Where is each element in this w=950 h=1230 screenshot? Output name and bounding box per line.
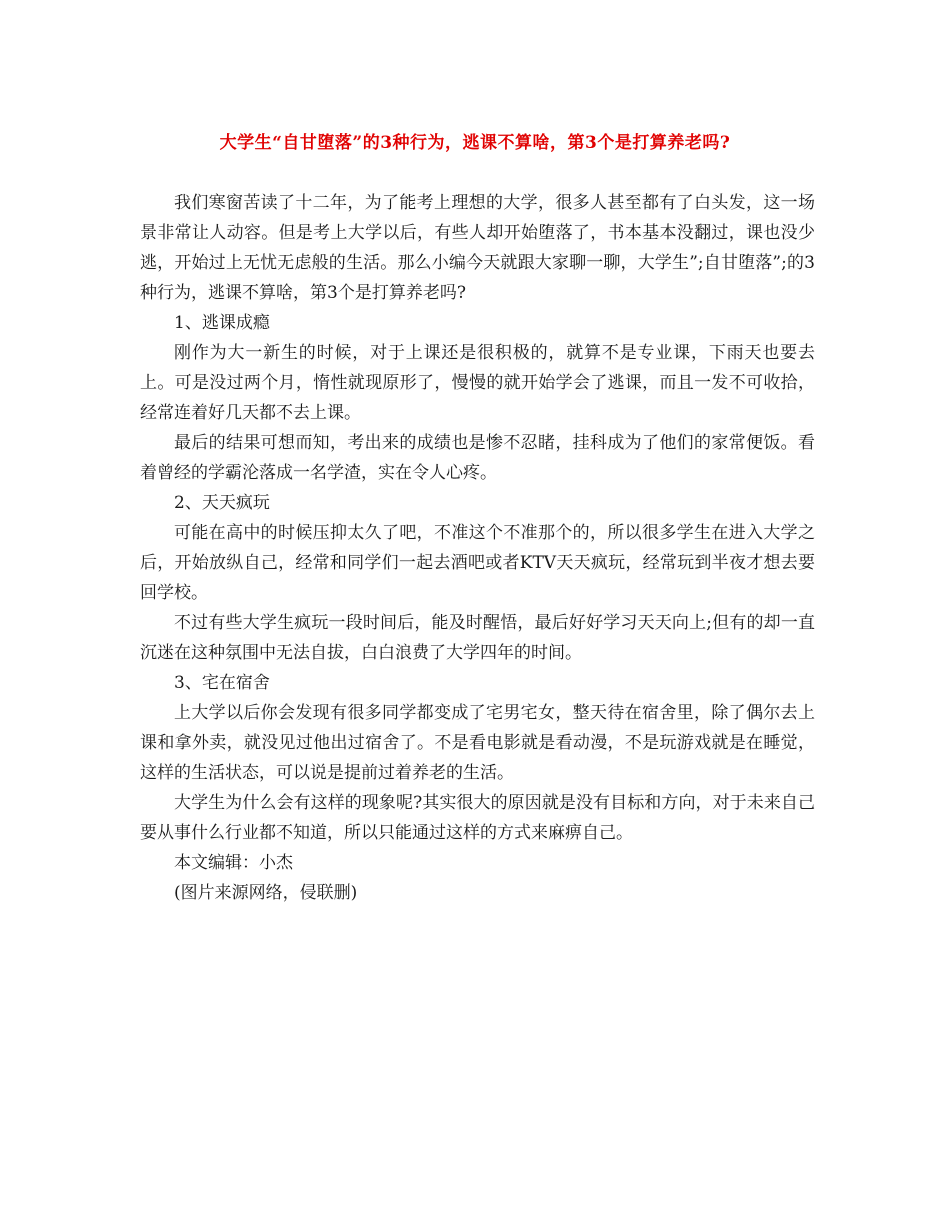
- paragraph: 上大学以后你会发现有很多同学都变成了宅男宅女，整天待在宿舍里，除了偶尔去上课和拿外卖，就没见过他出过宿舍了。不是看电影就是看动漫，不是玩游戏就是在睡觉，这样的生活状态，可以说是提前过着养老的生活。: [140, 703, 815, 783]
- section-heading-3: 3、宅在宿舍: [174, 673, 270, 693]
- image-source-note: (图片来源网络，侵联删): [174, 883, 358, 903]
- paragraph: 最后的结果可想而知，考出来的成绩也是惨不忍睹，挂科成为了他们的家常便饭。看着曾经的学霸沦落成一名学渣，实在令人心疼。: [140, 433, 815, 483]
- document-body: [140, 188, 815, 908]
- paragraph: 大学生为什么会有这样的现象呢?其实很大的原因就是没有目标和方向，对于未来自己要从事什么行业都不知道，所以只能通过这样的方式来麻痹自己。: [140, 793, 815, 843]
- document-title: 大学生“自甘堕落”的3种行为，逃课不算啥，第3个是打算养老吗?: [219, 133, 731, 153]
- section-heading-2: 2、天天疯玩: [174, 493, 270, 513]
- paragraph: 刚作为大一新生的时候，对于上课还是很积极的，就算不是专业课，下雨天也要去上。可是没过两个月，惰性就现原形了，慢慢的就开始学会了逃课，而且一发不可收拾，经常连着好几天都不去上课。: [140, 343, 815, 423]
- paragraph-intro: 我们寒窗苦读了十二年，为了能考上理想的大学，很多人甚至都有了白头发，这一场景非常让人动容。但是考上大学以后，有些人却开始堕落了，书本基本没翻过，课也没少逃，开始过上无忧无虑般的生活。那么小编今天就跟大家聊一聊，大学生”;自甘堕落”;的3种行为，逃课不算啥，第3个是打算养老吗?: [140, 193, 815, 303]
- paragraph: 不过有些大学生疯玩一段时间后，能及时醒悟，最后好好学习天天向上;但有的却一直沉迷在这种氛围中无法自拔，白白浪费了大学四年的时间。: [140, 613, 815, 663]
- paragraph: 可能在高中的时候压抑太久了吧，不准这个不准那个的，所以很多学生在进入大学之后，开始放纵自己，经常和同学们一起去酒吧或者KTV天天疯玩，经常玩到半夜才想去要回学校。: [140, 523, 815, 603]
- section-heading-1: 1、逃课成瘾: [174, 313, 270, 333]
- editor-credit: 本文编辑：小杰: [174, 853, 293, 873]
